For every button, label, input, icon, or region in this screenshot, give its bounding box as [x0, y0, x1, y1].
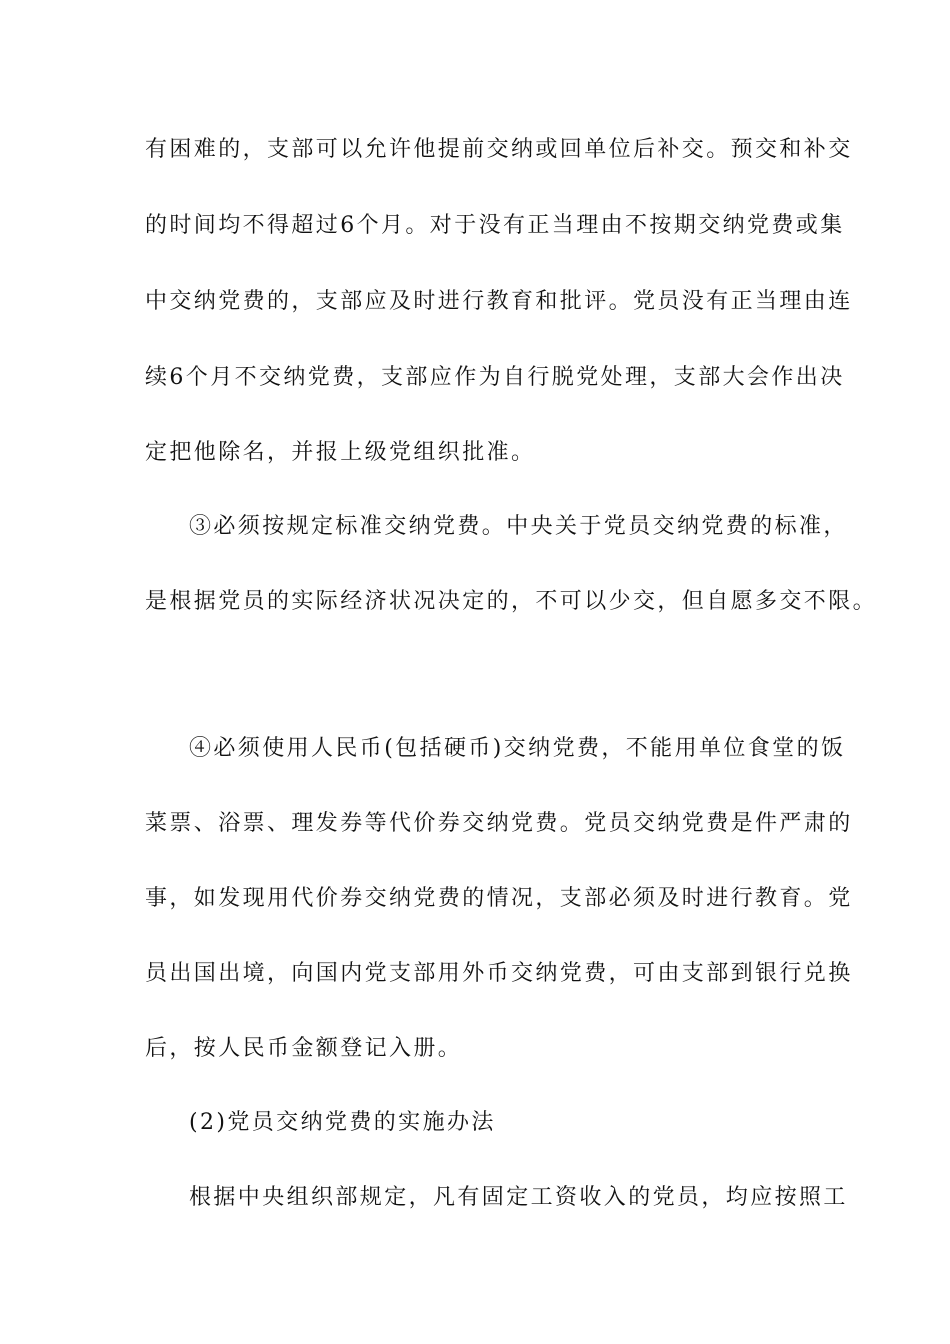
paragraph-line: 中交纳党费的，支部应及时进行教育和批评。党员没有正当理由连: [145, 289, 853, 314]
paragraph-line: 续6个月不交纳党费，支部应作为自行脱党处理，支部大会作出决: [145, 365, 845, 390]
paragraph-line: ④必须使用人民币(包括硬币)交纳党费，不能用单位食堂的饭: [189, 736, 846, 761]
paragraph-line: 有困难的，支部可以允许他提前交纳或回单位后补交。预交和补交: [145, 137, 853, 162]
paragraph-line: 后，按人民币金额登记入册。: [145, 1036, 463, 1061]
paragraph-line: 员出国出境，向国内党支部用外币交纳党费，可由支部到银行兑换: [145, 961, 853, 986]
paragraph-line: 定把他除名，并报上级党组织批准。: [145, 440, 536, 465]
paragraph-line: 的时间均不得超过6个月。对于没有正当理由不按期交纳党费或集: [145, 213, 845, 238]
paragraph-line: 根据中央组织部规定，凡有固定工资收入的党员，均应按照工: [189, 1185, 848, 1210]
paragraph-line: 是根据党员的实际经济状况决定的，不可以少交，但自愿多交不限。: [145, 589, 878, 614]
paragraph-line: 事，如发现用代价券交纳党费的情况，支部必须及时进行教育。党: [145, 886, 853, 911]
paragraph-line: 菜票、浴票、理发券等代价券交纳党费。党员交纳党费是件严肃的: [145, 811, 853, 836]
section-heading: (2)党员交纳党费的实施办法: [189, 1110, 496, 1135]
paragraph-line: ③必须按规定标准交纳党费。中央关于党员交纳党费的标准，: [189, 514, 848, 539]
